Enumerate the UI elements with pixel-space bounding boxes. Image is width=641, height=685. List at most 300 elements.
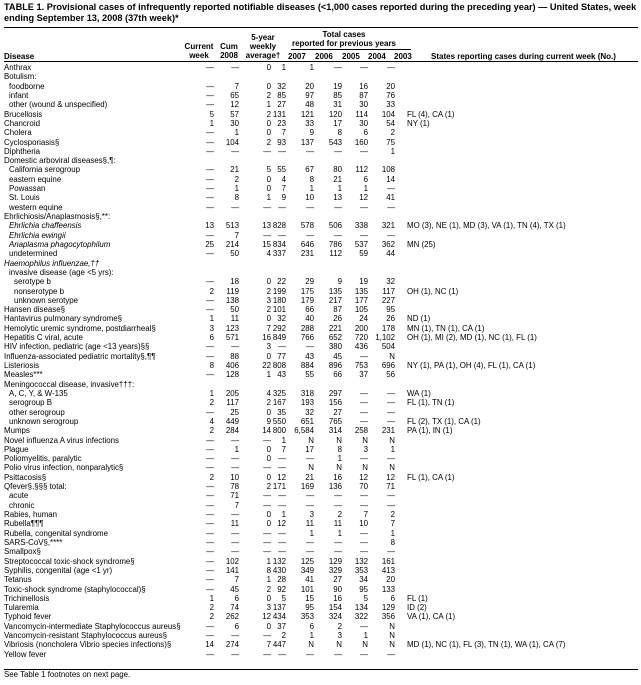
cases-2005-cell: 314 [328, 426, 342, 436]
current-week-cell: — [206, 631, 214, 641]
five-year-avg-cell: 0 [266, 128, 271, 138]
cases-2006-cell: 21 [305, 472, 314, 482]
cases-2004-cell: — [360, 537, 368, 547]
cases-2003-cell: — [387, 500, 395, 510]
disease-name: Hantavirus pulmonary syndrome§ [4, 314, 122, 324]
cases-2007-cell: 828 [272, 221, 286, 231]
cum-2008-cell: 1 [234, 444, 239, 454]
cases-2006-cell: 884 [300, 361, 314, 370]
cases-2007-cell: 7 [281, 444, 286, 454]
disease-name: Typhoid fever [4, 612, 52, 622]
current-week-cell: 5 [209, 109, 214, 119]
disease-name: Cyclosporiasis§ [4, 137, 60, 147]
current-week-cell: 3 [209, 323, 214, 333]
header-2005: 2005 [342, 52, 360, 61]
cases-2006-cell: 1 [309, 63, 314, 72]
cases-2003-cell: 12 [386, 472, 395, 482]
cases-2007-cell: 199 [272, 286, 286, 296]
cases-2004-cell: 105 [354, 305, 368, 315]
cases-2006-cell: 3 [309, 510, 314, 519]
cum-2008-cell: 18 [230, 277, 239, 287]
cum-2008-cell: 1 [234, 184, 239, 194]
cases-2007-cell: — [278, 500, 286, 510]
current-week-cell: — [206, 491, 214, 501]
header-current-week-line2: week [189, 51, 209, 60]
cases-2007-cell: 7 [281, 128, 286, 138]
current-week-cell: — [206, 463, 214, 473]
cases-2003-cell: — [387, 491, 395, 501]
disease-name: foodborne [9, 81, 45, 91]
table-row [4, 268, 638, 277]
cases-2006-cell: — [306, 649, 314, 659]
cases-2003-cell: 504 [381, 342, 395, 352]
header-cum-line2: 2008 [220, 51, 238, 60]
cases-2003-cell: 20 [386, 575, 395, 585]
cases-2006-cell: 20 [305, 81, 314, 91]
cases-2007-cell: 22 [277, 277, 286, 287]
current-week-cell: — [206, 575, 214, 585]
disease-name: Ehrlichia chaffeensis [9, 221, 82, 231]
table-row [4, 352, 638, 361]
cases-2005-cell: 11 [333, 519, 342, 529]
five-year-avg-cell: 0 [266, 621, 271, 631]
cases-2004-cell: — [360, 547, 368, 557]
table-row [4, 203, 638, 212]
disease-name: Ehrlichiosis/Anaplasmosis§,**: [4, 212, 111, 221]
cum-2008-cell: 10 [230, 472, 239, 482]
cases-2006-cell: 1 [309, 528, 314, 538]
cases-2004-cell: 16 [359, 81, 368, 91]
disease-name: Hepatitis C viral, acute [4, 333, 83, 343]
cases-2005-cell: 27 [333, 407, 342, 417]
cases-2006-cell: 6 [309, 621, 314, 631]
cases-2006-cell: 578 [300, 221, 314, 231]
cases-2007-cell: — [278, 463, 286, 473]
cases-2007-cell: 35 [277, 407, 286, 417]
cases-2006-cell: 288 [300, 323, 314, 333]
header-bottom-rule [4, 61, 638, 62]
cases-2003-cell: 231 [381, 426, 395, 436]
cum-2008-cell: 6 [234, 593, 239, 603]
cases-2004-cell: N [362, 463, 368, 473]
five-year-avg-cell: 22 [262, 361, 271, 370]
cases-2007-cell: 2 [281, 631, 286, 641]
cases-2006-cell: — [306, 491, 314, 501]
table-row [4, 72, 638, 81]
cases-2005-cell: 129 [328, 556, 342, 566]
header-current-week [181, 42, 217, 60]
cases-2005-cell: — [334, 230, 342, 240]
table-row [4, 147, 638, 156]
cum-2008-cell: 406 [225, 361, 239, 370]
current-week-cell: — [206, 202, 214, 212]
table-row [4, 63, 638, 72]
disease-name: Rubella¶¶¶ [4, 519, 44, 529]
cases-2007-cell: 92 [277, 584, 286, 594]
table-row [4, 398, 638, 407]
current-week-cell: 6 [209, 333, 214, 343]
disease-name: eastern equine [9, 174, 62, 184]
table-row [4, 491, 638, 500]
table-row [4, 249, 638, 258]
cum-2008-cell: 513 [225, 221, 239, 231]
cum-2008-cell: 104 [225, 137, 239, 147]
cases-2006-cell: 101 [300, 584, 314, 594]
cum-2008-cell: 274 [225, 640, 239, 650]
cases-2007-cell: 325 [272, 388, 286, 398]
disease-name: Powassan [9, 184, 46, 194]
table-row [4, 445, 638, 454]
current-week-cell: — [206, 295, 214, 305]
cases-2006-cell: 33 [305, 118, 314, 128]
cases-2005-cell: 135 [328, 286, 342, 296]
cum-2008-cell: 571 [225, 333, 239, 343]
cum-2008-cell: 45 [230, 584, 239, 594]
cases-2006-cell: 11 [305, 519, 314, 529]
disease-name: Tularemia [4, 603, 39, 613]
table-row [4, 314, 638, 323]
header-avg-line1: 5-year [251, 33, 275, 42]
cases-2006-cell: 6,584 [294, 426, 314, 436]
states-cell: OH (1), MI (2), MD (1), NC (1), FL (1) [407, 333, 537, 343]
current-week-cell: — [206, 528, 214, 538]
disease-name: Listeriosis [4, 361, 40, 370]
cases-2007-cell: 7 [281, 184, 286, 194]
table-row [4, 501, 638, 510]
current-week-cell: — [206, 444, 214, 454]
current-week-cell: 25 [205, 239, 214, 249]
current-week-cell: — [206, 165, 214, 175]
table-row [4, 426, 638, 435]
cases-2003-cell: 41 [386, 193, 395, 203]
cases-2004-cell: N [362, 435, 368, 445]
cases-2005-cell: 1 [337, 184, 342, 194]
cum-2008-cell: 205 [225, 388, 239, 398]
cases-2005-cell: 543 [328, 137, 342, 147]
five-year-avg-cell: 12 [262, 612, 271, 622]
cases-2004-cell: — [360, 388, 368, 398]
disease-name: Mumps [4, 426, 30, 436]
cum-2008-cell: 71 [230, 491, 239, 501]
cases-2005-cell: — [334, 146, 342, 156]
header-current-week-line1: Current [184, 42, 214, 51]
cases-2005-cell: — [334, 649, 342, 659]
cum-2008-cell: — [231, 537, 239, 547]
cases-2007-cell: 5 [281, 593, 286, 603]
header-avg-line3: average† [245, 51, 281, 60]
cases-2003-cell: — [387, 184, 395, 194]
table-row [4, 380, 638, 389]
cases-2007-cell: — [278, 230, 286, 240]
cum-2008-cell: — [231, 631, 239, 641]
table-row [4, 259, 638, 268]
states-cell: MO (3), NE (1), MD (3), VA (1), TN (4), TX (1) [407, 221, 566, 231]
table-row [4, 408, 638, 417]
cases-2007-cell: 28 [277, 575, 286, 585]
header-total-line2: reported for previous years [291, 39, 397, 48]
states-cell: ID (2) [407, 603, 427, 613]
cases-2003-cell: N [389, 435, 395, 445]
five-year-avg-cell: 3 [266, 342, 271, 352]
current-week-cell: — [206, 454, 214, 464]
disease-name: Diphtheria [4, 146, 40, 156]
five-year-avg-cell: 0 [266, 118, 271, 128]
disease-name: Brucellosis [4, 109, 43, 119]
cases-2004-cell: 322 [354, 612, 368, 622]
cases-2005-cell: 652 [328, 333, 342, 343]
cases-2005-cell: 8 [337, 444, 342, 454]
cases-2003-cell: 2 [390, 510, 395, 519]
disease-name: unknown serogroup [9, 416, 79, 426]
disease-name: Measles*** [4, 370, 43, 380]
five-year-avg-cell: — [263, 435, 271, 445]
header-total-line1: Total cases [322, 30, 366, 39]
cum-2008-cell: 141 [225, 565, 239, 575]
cases-2004-cell: 19 [359, 277, 368, 287]
cases-2004-cell: 135 [354, 286, 368, 296]
header-2006: 2006 [315, 52, 333, 61]
disease-name: Poliomyelitis, paralytic [4, 454, 82, 464]
cases-2007-cell: 32 [277, 81, 286, 91]
cases-2004-cell: 3 [363, 444, 368, 454]
current-week-cell: 2 [209, 398, 214, 408]
cases-2006-cell: 175 [300, 286, 314, 296]
five-year-avg-cell: 15 [262, 239, 271, 249]
current-week-cell: — [206, 63, 214, 72]
disease-name: Anaplasma phagocytophilum [9, 239, 111, 249]
current-week-cell: — [206, 547, 214, 557]
cases-2003-cell: N [389, 463, 395, 473]
table-row [4, 575, 638, 584]
disease-name: Domestic arboviral diseases§,¶: [4, 156, 116, 166]
disease-name: California serogroup [9, 165, 81, 175]
table-row [4, 454, 638, 463]
cases-2003-cell: 56 [386, 370, 395, 380]
cases-2006-cell: 766 [300, 333, 314, 343]
cases-2005-cell: 16 [333, 593, 342, 603]
cum-2008-cell: 74 [230, 603, 239, 613]
cases-2004-cell: 6 [363, 174, 368, 184]
cases-2005-cell: 66 [333, 370, 342, 380]
cases-2004-cell: 7 [363, 510, 368, 519]
cases-2007-cell: 171 [272, 482, 286, 492]
cum-2008-cell: — [231, 463, 239, 473]
cases-2006-cell: — [306, 547, 314, 557]
cases-2004-cell: 160 [354, 137, 368, 147]
current-week-cell: — [206, 184, 214, 194]
header-disease: Disease [4, 52, 35, 61]
cases-2006-cell: — [306, 202, 314, 212]
current-week-cell: — [206, 81, 214, 91]
current-week-cell: 8 [209, 361, 214, 370]
disease-name: Novel influenza A virus infections [4, 435, 119, 445]
disease-name: Cholera [4, 128, 32, 138]
cases-2005-cell: 90 [333, 584, 342, 594]
cases-2004-cell: 24 [359, 314, 368, 324]
five-year-avg-cell: 2 [266, 305, 271, 315]
cases-2005-cell: 19 [333, 81, 342, 91]
cases-2006-cell: 349 [300, 565, 314, 575]
disease-name: Meningococcal disease, invasive†††: [4, 379, 135, 389]
cases-2004-cell: — [360, 454, 368, 464]
cum-2008-cell: 7 [234, 81, 239, 91]
five-year-avg-cell: 16 [262, 333, 271, 343]
table-row [4, 361, 638, 370]
cases-2007-cell: 337 [272, 249, 286, 259]
cum-2008-cell: 30 [230, 118, 239, 128]
header-2007: 2007 [288, 52, 306, 61]
cases-2005-cell: 765 [328, 416, 342, 426]
cases-2005-cell: 26 [333, 314, 342, 324]
cases-2006-cell: 137 [300, 137, 314, 147]
states-cell: MD (1), NC (1), FL (3), TN (1), WA (1), CA (7) [407, 640, 566, 650]
current-week-cell: 1 [209, 593, 214, 603]
cases-2005-cell: N [336, 463, 342, 473]
cases-2007-cell: 85 [277, 90, 286, 100]
cases-2003-cell: 117 [382, 286, 395, 296]
table-row [4, 296, 638, 305]
disease-name: Rubella, congenital syndrome [4, 528, 108, 538]
cases-2005-cell: 9 [337, 277, 342, 287]
cases-2007-cell: 292 [272, 323, 286, 333]
current-week-cell: 1 [209, 314, 214, 324]
states-cell: NY (1), PA (1), OH (4), FL (1), CA (1) [407, 361, 536, 370]
cases-2003-cell: N [389, 640, 395, 650]
cum-2008-cell: 11 [230, 314, 239, 324]
cases-2007-cell: 131 [272, 109, 286, 119]
cases-2005-cell: 506 [328, 221, 342, 231]
states-cell: MN (1), TN (1), CA (1) [407, 323, 485, 333]
table-row [4, 240, 638, 249]
cases-2003-cell: 104 [381, 109, 395, 119]
cases-2006-cell: 193 [300, 398, 314, 408]
cases-2005-cell: 120 [328, 109, 342, 119]
cases-2004-cell: 70 [359, 482, 368, 492]
cases-2003-cell: 7 [390, 519, 395, 529]
cases-2004-cell: 112 [355, 165, 368, 175]
table-row [4, 110, 638, 119]
cases-2005-cell: 85 [333, 90, 342, 100]
cum-2008-cell: — [231, 202, 239, 212]
disease-name: other (wound & unspecified) [9, 100, 108, 110]
cases-2006-cell: 121 [300, 109, 314, 119]
disease-name: Yellow fever [4, 649, 47, 659]
cases-2005-cell: 13 [333, 193, 342, 203]
cases-2006-cell: 646 [300, 239, 314, 249]
cases-2007-cell: 12 [277, 472, 286, 482]
five-year-avg-cell: 0 [266, 314, 271, 324]
five-year-avg-cell: 0 [266, 407, 271, 417]
current-week-cell: — [206, 174, 214, 184]
table-row [4, 603, 638, 612]
cases-2004-cell: — [360, 416, 368, 426]
states-cell: WA (1) [407, 388, 431, 398]
cum-2008-cell: 214 [225, 239, 239, 249]
table-row [4, 650, 638, 659]
cases-2003-cell: 2 [390, 128, 395, 138]
current-week-cell: — [206, 370, 214, 380]
five-year-avg-cell: 2 [266, 584, 271, 594]
cases-2004-cell: 12 [359, 193, 368, 203]
states-cell: VA (1), CA (1) [407, 612, 456, 622]
table-row [4, 82, 638, 91]
cases-2004-cell: 12 [359, 472, 368, 482]
cum-2008-cell: 284 [225, 426, 239, 436]
disease-name: Syphilis, congenital (age <1 yr) [4, 565, 113, 575]
cases-2003-cell: 108 [381, 165, 395, 175]
cases-2004-cell: 753 [354, 361, 368, 370]
cum-2008-cell: — [231, 146, 239, 156]
five-year-avg-cell: — [263, 146, 271, 156]
cases-2006-cell: — [306, 454, 314, 464]
cases-2006-cell: 32 [305, 407, 314, 417]
cases-2003-cell: 1 [390, 146, 395, 156]
cases-2003-cell: 71 [386, 482, 395, 492]
five-year-avg-cell: — [263, 202, 271, 212]
five-year-avg-cell: 1 [266, 556, 271, 566]
current-week-cell: 1 [209, 388, 214, 398]
table-row [4, 165, 638, 174]
cases-2007-cell: 55 [277, 165, 286, 175]
disease-name: Hansen disease§ [4, 305, 65, 315]
table-row [4, 538, 638, 547]
cases-2005-cell: 17 [333, 118, 342, 128]
cases-2003-cell: 1 [390, 528, 395, 538]
cases-2004-cell: 95 [359, 584, 368, 594]
five-year-avg-cell: 0 [266, 184, 271, 194]
cases-2003-cell: — [387, 388, 395, 398]
cases-2007-cell: — [278, 146, 286, 156]
cum-2008-cell: 78 [230, 482, 239, 492]
cases-2005-cell: 21 [333, 174, 342, 184]
current-week-cell: 2 [209, 612, 214, 622]
states-cell: FL (1), CA (1) [407, 472, 455, 482]
cases-2003-cell: 362 [381, 239, 395, 249]
table-body [4, 63, 638, 659]
cases-2003-cell: — [387, 407, 395, 417]
cases-2007-cell: 43 [277, 370, 286, 380]
cases-2006-cell: 125 [300, 556, 314, 566]
five-year-avg-cell: 2 [266, 90, 271, 100]
cases-2005-cell: 297 [328, 388, 342, 398]
cases-2007-cell: 550 [272, 416, 286, 426]
cases-2007-cell: 27 [277, 100, 286, 110]
cases-2005-cell: 2 [337, 621, 342, 631]
cases-2004-cell: — [360, 649, 368, 659]
disease-name: Vancomycin-resistant Staphylococcus aureus§ [4, 631, 168, 641]
disease-name: serogroup B [9, 398, 52, 408]
disease-name: acute [9, 491, 29, 501]
five-year-avg-cell: 2 [266, 398, 271, 408]
cases-2005-cell: 45 [333, 351, 342, 361]
cases-2004-cell: N [362, 640, 368, 650]
disease-name: serotype b [14, 277, 51, 287]
cases-2003-cell: — [387, 454, 395, 464]
cases-2005-cell: — [334, 63, 342, 72]
cases-2006-cell: 40 [305, 314, 314, 324]
cases-2006-cell: 15 [305, 593, 314, 603]
cases-2004-cell: 537 [354, 239, 368, 249]
cum-2008-cell: 123 [225, 323, 239, 333]
cases-2005-cell: 217 [328, 295, 342, 305]
cum-2008-cell: 138 [225, 295, 239, 305]
cases-2006-cell: 97 [305, 90, 314, 100]
cases-2003-cell: 129 [381, 603, 395, 613]
current-week-cell: — [206, 342, 214, 352]
table-row [4, 566, 638, 575]
header-2004: 2004 [368, 52, 386, 61]
cases-2006-cell: 1 [309, 631, 314, 641]
